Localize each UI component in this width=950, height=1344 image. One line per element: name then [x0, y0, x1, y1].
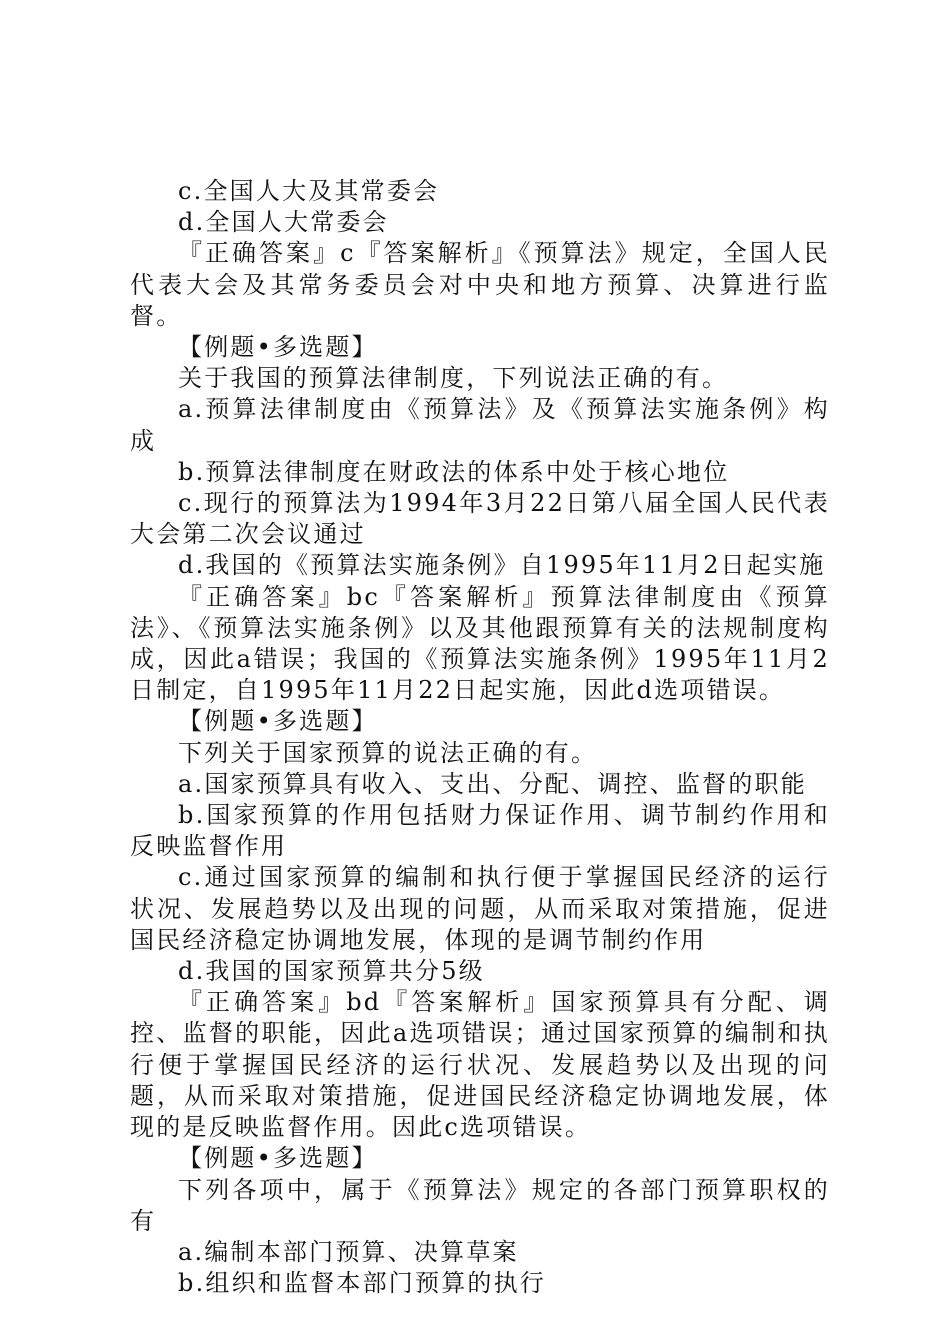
option-c: c.通过国家预算的编制和执行便于掌握国民经济的运行状况、发展趋势以及出现的问题，从而采取对策措施，促进国民经济稳定协调地发展，体现的是调节制约作用: [130, 863, 830, 954]
option-a: a.编制本部门预算、决算草案: [178, 1237, 519, 1266]
option-c: c.全国人大及其常委会: [178, 177, 440, 205]
answer-explanation: 『正确答案』bd『答案解析』国家预算具有分配、调控、监督的职能，因此a选项错误；通过国家预算的编制和执行便于掌握国民经济的运行状况、发展趋势以及出现的问题，从而采取对策措施，促进国民经济稳定协调地发展，体现的是反映监督作用。因此c选项错误。: [130, 988, 830, 1142]
document-body: [130, 176, 830, 1299]
option-a: a.国家预算具有收入、支出、分配、调控、监督的职能: [178, 769, 807, 798]
option-d: d.我国的国家预算共分5级: [178, 957, 485, 986]
question-stem: 关于我国的预算法律制度，下列说法正确的有。: [178, 364, 729, 393]
question-header: 【例题•多选题】: [178, 333, 378, 362]
option-b: b.预算法律制度在财政法的体系中处于核心地位: [178, 457, 730, 486]
question-header: 【例题•多选题】: [178, 1144, 378, 1173]
answer-explanation: 『正确答案』c『答案解析』《预算法》规定，全国人民代表大会及其常务委员会对中央和地方预算、决算进行监督。: [130, 239, 830, 330]
option-b: b.组织和监督本部门预算的执行: [178, 1269, 546, 1298]
answer-explanation: 『正确答案』bc『答案解析』预算法律制度由《预算法》、《预算法实施条例》以及其他跟预算有关的法规制度构成，因此a错误；我国的《预算法实施条例》1995年11月2日制定，自1995年11月22日起实施，因此d选项错误。: [130, 582, 830, 705]
option-d: d.我国的《预算法实施条例》自1995年11月2日起实施: [178, 551, 826, 580]
option-a: a.预算法律制度由《预算法》及《预算法实施条例》构成: [130, 395, 830, 455]
question-header: 【例题•多选题】: [178, 707, 378, 736]
option-b: b.国家预算的作用包括财力保证作用、调节制约作用和反映监督作用: [130, 801, 830, 861]
option-d: d.全国人大常委会: [178, 208, 389, 237]
question-stem: 下列关于国家预算的说法正确的有。: [178, 738, 598, 767]
option-c: c.现行的预算法为1994年3月22日第八届全国人民代表大会第二次会议通过: [130, 489, 830, 549]
question-stem: 下列各项中，属于《预算法》规定的各部门预算职权的有: [130, 1175, 830, 1235]
